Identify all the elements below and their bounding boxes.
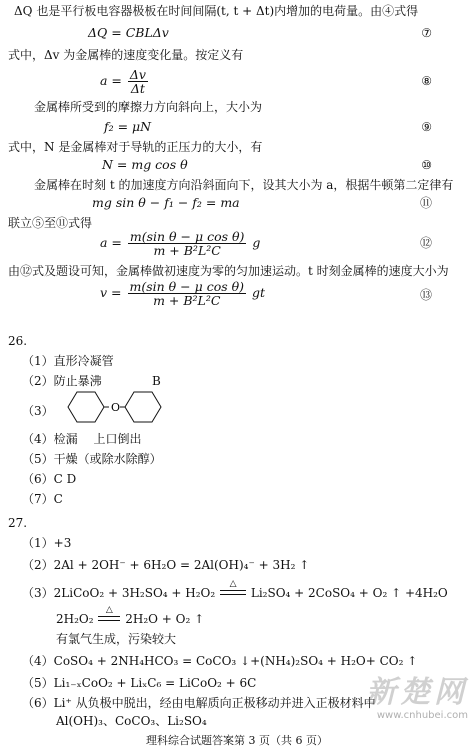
site-watermark — [318, 676, 468, 732]
answer-line: （1）+3 — [22, 536, 72, 550]
answer-line: （5）干燥（或除水除醇） — [22, 452, 162, 466]
fraction — [128, 68, 148, 95]
answer-line — [22, 579, 448, 600]
heat-triangle: △ — [229, 579, 237, 589]
answer-line: 有氯气生成，污染较大 — [56, 632, 177, 646]
fraction-numerator: m(sin θ − μ cos θ) — [129, 229, 245, 244]
paragraph-line: 金属棒在时刻 t 的加速度方向沿斜面向下，设其大小为 a，根据牛顿第二定律有 — [34, 178, 454, 192]
paragraph-line: ΔQ 也是平行板电容器极板在时间间隔(t, t + Δt)内增加的电荷量。由④式得 — [14, 4, 419, 18]
equation-lhs: a = — [100, 235, 122, 250]
question-number: 27. — [8, 516, 28, 530]
heat-triangle: △ — [105, 605, 113, 615]
equation-13 — [100, 280, 265, 307]
answer-choice: B — [152, 374, 161, 388]
dicyclohexyl-ether-structure — [56, 386, 166, 428]
fraction-denominator: m + B²L²C — [153, 293, 221, 308]
answer-line: （7）C — [22, 492, 63, 506]
equation-7: ΔQ = CBLΔv — [88, 25, 169, 40]
fraction — [128, 280, 247, 307]
equation-lhs: v = — [100, 285, 122, 300]
equation-number: ⑩ — [421, 158, 432, 172]
reaction-products: 2H₂O + O₂ ↑ — [125, 612, 205, 626]
equation-tail: gt — [252, 285, 266, 300]
answer-line: （3） — [22, 404, 54, 418]
answer-line: Al(OH)₃、CoCO₃、Li₂SO₄ — [56, 714, 207, 728]
equation-11: mg sin θ − f₁ − f₂ = ma — [92, 195, 240, 210]
reaction-reactants: （3）2LiCoO₂ + 3H₂SO₄ + H₂O₂ — [22, 586, 216, 600]
equation-number: ⑪ — [419, 196, 432, 210]
equation-number: ⑬ — [419, 288, 432, 302]
answer-line: （4）检漏 上口倒出 — [22, 432, 142, 446]
equation-tail: g — [252, 235, 261, 250]
answer-line: （2）2Al + 2OH⁻ + 6H₂O = 2Al(OH)₄⁻ + 3H₂ ↑ — [22, 558, 310, 572]
equation-12 — [100, 230, 260, 257]
reaction-products: Li₂SO₄ + 2CoSO₄ + O₂ ↑ +4H₂O — [250, 586, 448, 600]
fraction-denominator: Δt — [130, 81, 145, 96]
answer-line: （6）Li⁺ 从负极中脱出，经由电解质向正极移动并进入正极材料中 — [22, 696, 376, 710]
page-footer: 理科综合试题答案第 3 页（共 6 页） — [146, 734, 328, 747]
equation-lhs: a = — [100, 73, 122, 88]
paragraph-line: 式中，N 是金属棒对于导轨的正压力的大小，有 — [8, 140, 263, 154]
equation-number: ⑫ — [419, 236, 432, 250]
paragraph-line: 由⑫式及题设可知，金属棒做初速度为零的匀加速运动。t 时刻金属棒的速度大小为 — [8, 264, 449, 278]
cyclohexane-ring — [125, 392, 161, 422]
fraction-denominator: m + B²L²C — [153, 243, 221, 258]
equation-number: ⑦ — [421, 26, 432, 40]
paragraph-line: 联立⑤至⑪式得 — [8, 216, 93, 230]
answer-line: （5）Li₁₋ₓCoO₂ + LiₓC₆ = LiCoO₂ + 6C — [22, 676, 257, 690]
answer-line: （1）直形冷凝管 — [22, 354, 114, 368]
paragraph-line: 金属棒所受到的摩擦力方向斜向上，大小为 — [34, 100, 263, 114]
question-number: 26. — [8, 334, 28, 348]
oxygen-atom: O — [111, 401, 121, 414]
watermark-url: www.cnhubei.com — [376, 710, 468, 721]
heating-arrow — [97, 605, 121, 623]
cyclohexane-ring — [68, 392, 104, 422]
equation-number: ⑧ — [421, 74, 432, 88]
answer-line — [56, 605, 205, 626]
heating-arrow — [219, 579, 247, 597]
equation-number: ⑨ — [421, 120, 432, 134]
equation-10: N = mg cos θ — [102, 157, 188, 172]
equation-9: f₂ = μN — [104, 119, 152, 134]
fraction-numerator: m(sin θ − μ cos θ) — [129, 279, 245, 294]
fraction-numerator: Δv — [129, 67, 146, 82]
fraction — [128, 230, 247, 257]
answer-line: （4）CoSO₄ + 2NH₄HCO₃ = CoCO₃ ↓+(NH₄)₂SO₄ + H₂O+ CO₂ ↑ — [22, 654, 418, 668]
reaction-reactants: 2H₂O₂ — [56, 612, 94, 626]
watermark-logo: 新楚网 — [366, 675, 468, 710]
answer-line: （6）C D — [22, 472, 77, 486]
answer-line: （2）防止暴沸 — [22, 374, 102, 388]
paragraph-line: 式中，Δv 为金属棒的速度变化量。按定义有 — [8, 48, 244, 62]
equation-8 — [100, 68, 150, 95]
